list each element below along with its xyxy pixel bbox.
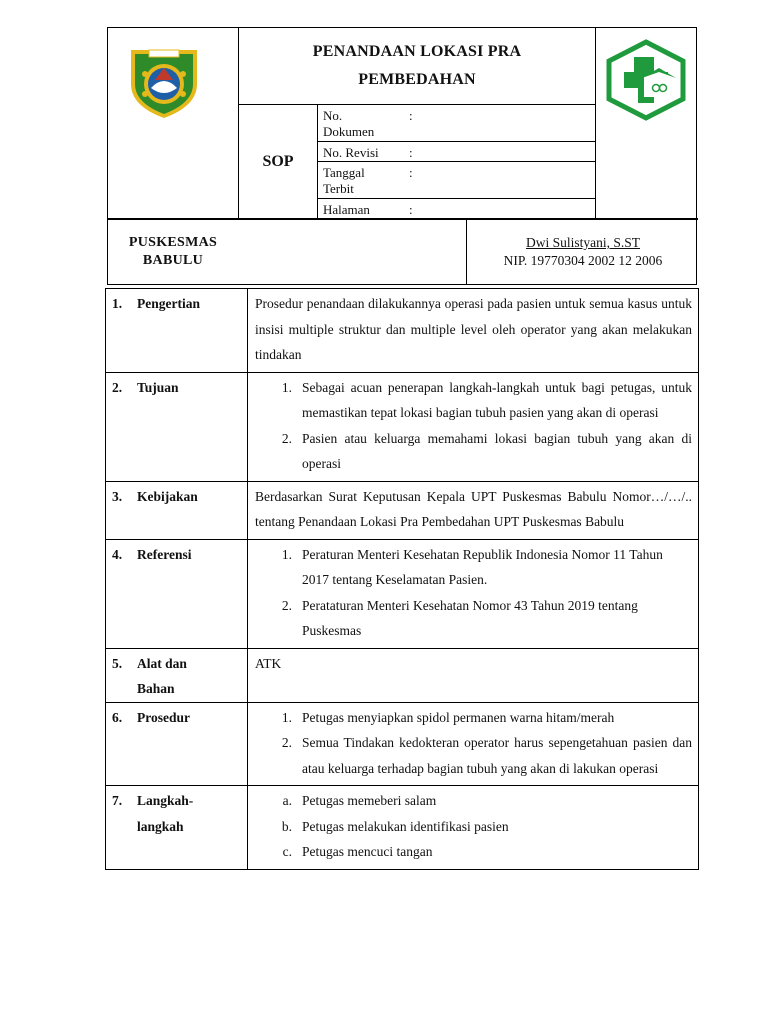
list-item <box>255 542 692 593</box>
meta-colon: : <box>409 108 413 123</box>
meta-label: No. Dokumen <box>323 108 375 139</box>
section-content <box>248 786 699 870</box>
table-row <box>106 372 699 481</box>
list-text: Petugas melakukan identifikasi pasien <box>302 818 509 834</box>
section-number: 7. <box>112 793 123 808</box>
list-marker: 1. <box>281 379 292 395</box>
section-number: 5. <box>112 655 123 671</box>
divider <box>466 220 467 284</box>
divider <box>317 104 318 220</box>
section-title: Alat dan <box>137 655 187 671</box>
list-marker: b. <box>281 818 292 834</box>
meta-label: Tanggal Terbit <box>323 165 365 196</box>
list-marker: 1. <box>281 546 292 562</box>
section-title: Kebijakan <box>137 488 198 504</box>
section-content <box>248 372 699 481</box>
section-content <box>248 702 699 786</box>
org-line-1: PUSKESMAS <box>128 235 218 250</box>
list-marker: 2. <box>281 430 292 446</box>
list-marker: c. <box>282 844 292 859</box>
section-content <box>248 539 699 648</box>
list-marker: 2. <box>281 735 292 750</box>
signer-nip: NIP. 19770304 2002 12 2006 <box>503 253 663 268</box>
section-content: Berdasarkan Surat Keputusan Kepala UPT Puskesmas Babulu Nomor…/…/.. tentang Penandaan Lokasi Pra Pembedahan UPT Puskesmas Babulu <box>248 481 699 539</box>
title-line-1: PENANDAAN LOKASI PRA <box>312 43 522 60</box>
section-title: Prosedur <box>137 709 190 725</box>
signatory <box>469 220 697 284</box>
sop-content-table <box>105 288 699 870</box>
list-item <box>255 705 692 731</box>
regional-emblem-logo <box>125 44 203 120</box>
divider <box>595 28 596 220</box>
section-number: 3. <box>112 488 123 504</box>
section-label <box>106 481 248 539</box>
meta-colon: : <box>409 165 413 180</box>
section-content: ATK <box>248 648 699 702</box>
section-number: 4. <box>112 546 123 562</box>
list-text: Petugas menyiapkan spidol permanen warna hitam/merah <box>302 709 615 725</box>
section-label <box>106 786 248 870</box>
list-text: Pasien atau keluarga memahami lokasi bagian tubuh yang akan di operasi <box>302 430 692 471</box>
meta-row-halaman <box>319 199 595 218</box>
sop-label: SOP <box>262 152 294 170</box>
table-row <box>106 702 699 786</box>
list-text: Petugas mencuci tangan <box>302 844 433 859</box>
list-marker: 1. <box>281 709 292 725</box>
section-number: 1. <box>112 296 123 311</box>
list-text: Perataturan Menteri Kesehatan Nomor 43 Tahun 2019 tentang Puskesmas <box>302 597 638 638</box>
list-text: Peraturan Menteri Kesehatan Republik Indonesia Nomor 11 Tahun 2017 tentang Keselamatan Pasien. <box>302 546 663 587</box>
puskesmas-logo <box>604 39 688 121</box>
section-label <box>106 702 248 786</box>
section-label <box>106 289 248 373</box>
list-item <box>255 375 692 426</box>
signer-name: Dwi Sulistyani, S.ST <box>525 235 641 250</box>
section-title: langkah <box>137 818 184 834</box>
list-item <box>255 814 692 840</box>
section-title: Bahan <box>137 681 175 696</box>
section-label <box>106 648 248 702</box>
section-title: Pengertian <box>137 296 200 311</box>
list-text: Semua Tindakan kedokteran operator harus sepengetahuan pasien dan atau keluarga terhadap bagian tubuh yang akan di lakukan operasi <box>302 735 692 776</box>
list-item <box>255 426 692 477</box>
list-item <box>255 788 692 814</box>
section-number: 2. <box>112 379 123 395</box>
title-line-2: PEMBEDAHAN <box>358 71 476 88</box>
section-label <box>106 539 248 648</box>
meta-row-no-revisi <box>319 142 595 161</box>
list-marker: 2. <box>281 597 292 613</box>
meta-row-tanggal-terbit <box>319 162 595 198</box>
list-item <box>255 839 692 865</box>
table-row <box>106 648 699 702</box>
section-title: Referensi <box>137 546 192 562</box>
organization-name <box>108 220 238 284</box>
meta-colon: : <box>409 145 413 160</box>
list-text: Petugas memeberi salam <box>302 793 437 808</box>
table-row <box>106 481 699 539</box>
list-item <box>255 730 692 781</box>
table-row <box>106 289 699 373</box>
list-marker: a. <box>282 793 292 808</box>
list-item <box>255 593 692 644</box>
table-row <box>106 786 699 870</box>
meta-colon: : <box>409 202 413 217</box>
meta-label: Halaman <box>323 202 370 217</box>
list-text: Sebagai acuan penerapan langkah-langkah untuk bagi petugas, untuk memastikan tepat lokasi bagian tubuh pasien yang akan di operasi <box>302 379 692 420</box>
meta-row-no-dokumen <box>319 105 595 141</box>
section-number: 6. <box>112 709 123 725</box>
meta-label: No. Revisi <box>323 145 379 160</box>
document-title <box>239 28 595 104</box>
table-row <box>106 539 699 648</box>
sop-header <box>107 27 697 285</box>
section-content: Prosedur penandaan dilakukannya operasi pada pasien untuk semua kasus untuk insisi multiple struktur dan multiple level oleh operator yang akan melakukan tindakan <box>248 289 699 373</box>
section-title: Tujuan <box>137 379 179 395</box>
section-label <box>106 372 248 481</box>
section-title: Langkah- <box>137 793 194 808</box>
org-line-2: BABULU <box>142 253 204 268</box>
